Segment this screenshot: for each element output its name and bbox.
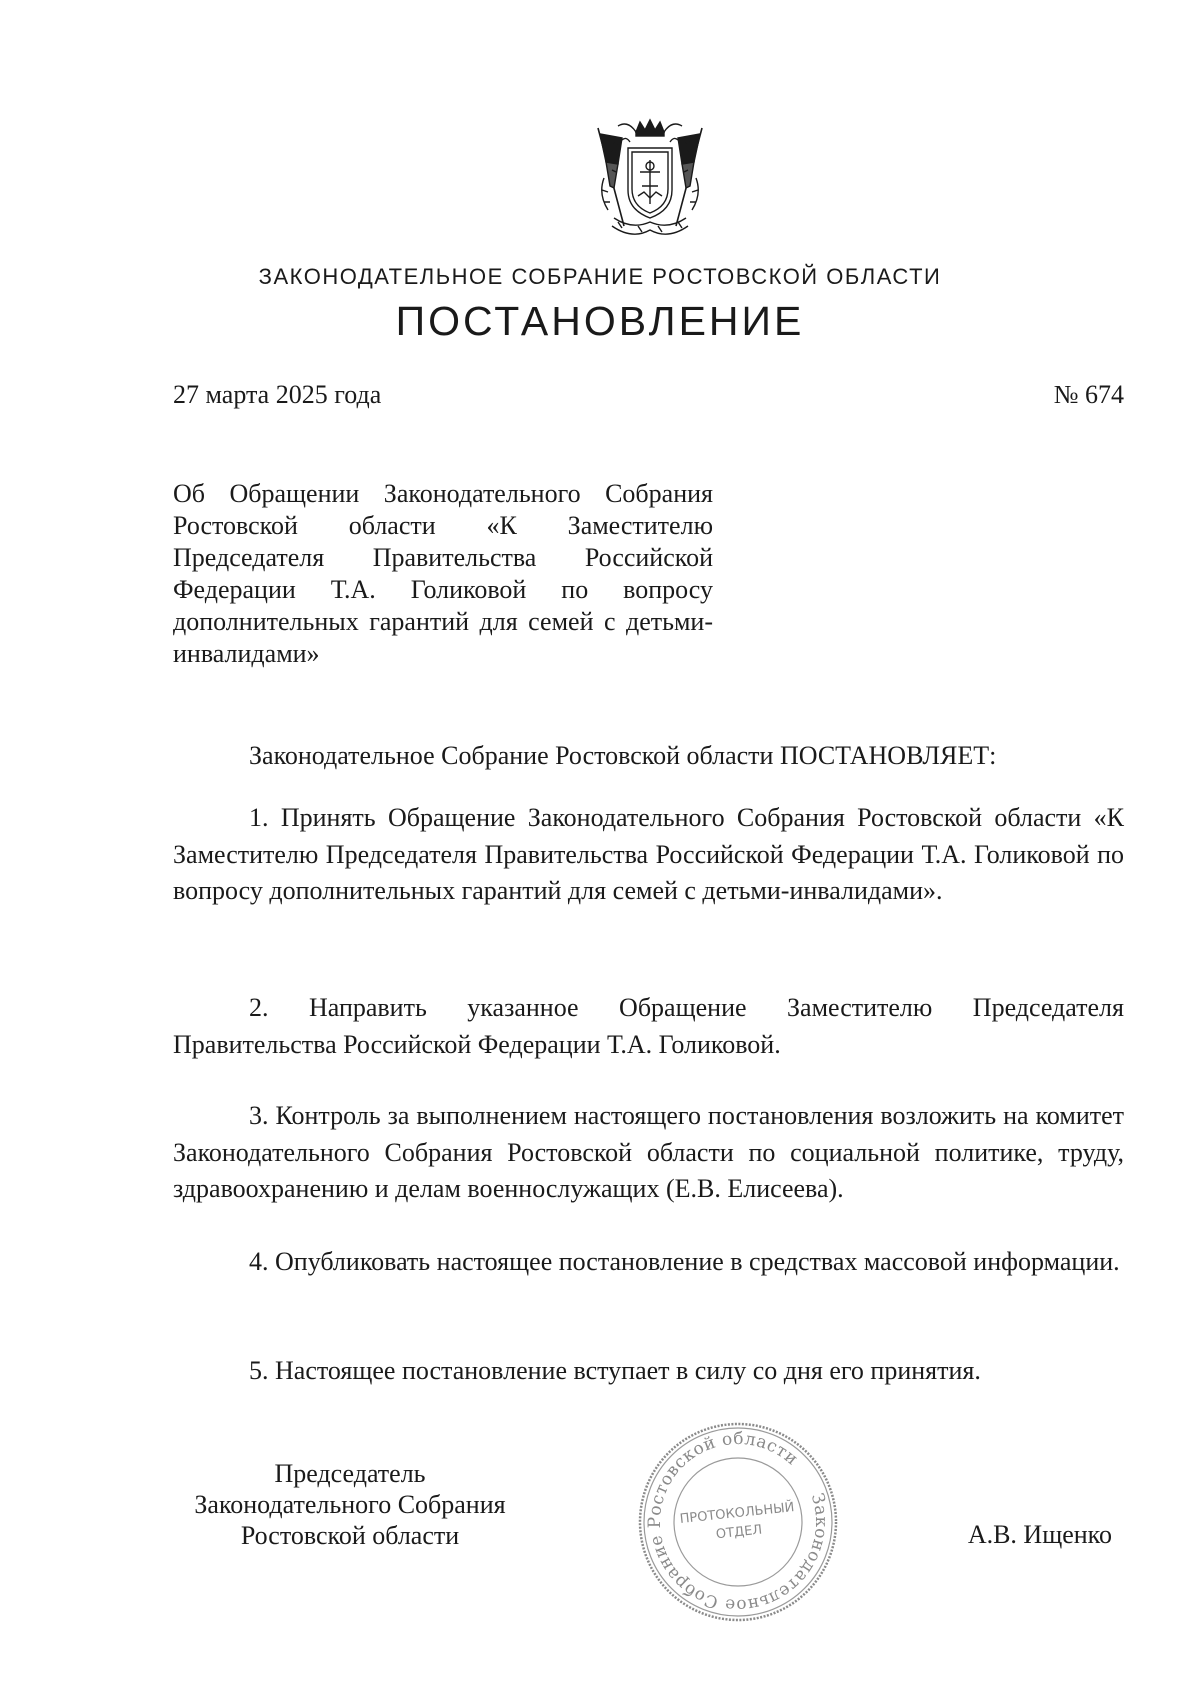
signer-title-line: Ростовской области — [240, 1521, 460, 1550]
signer-name: А.В. Ищенко — [967, 1520, 1112, 1549]
stamp-center-line: ОТДЕЛ — [715, 1522, 763, 1543]
resolution-item: 1. Принять Обращение Законодательного Собрания Ростовской области «К Заместителю Председателя Правительства Российской Федерации Т.А. Голиковой по вопросу дополнительных гарантий для семей с детьми-инвалидами». — [173, 803, 1124, 905]
resolution-item: 2. Направить указанное Обращение Заместителю Председателя Правительства Российской Федерации Т.А. Голиковой. — [173, 993, 1124, 1059]
signer-title — [173, 1458, 527, 1551]
signer-title-line: Законодательного Собрания — [194, 1490, 506, 1519]
document-subject: Об Обращении Законодательного Собрания Ростовской области «К Заместителю Председателя Правительства Российской Федерации Т.А. Голиковой по вопросу дополнительных гарантий для семей с детьми-инвалидами» — [173, 479, 713, 668]
resolution-preamble: Законодательное Собрание Ростовской области ПОСТАНОВЛЯЕТ: — [249, 741, 997, 770]
stamp-ring-text: Законодательное Собрание Ростовской области — [644, 1428, 832, 1616]
resolution-item: 3. Контроль за выполнением настоящего постановления возложить на комитет Законодательного Собрания Ростовской области по социальной политике, труду, здравоохранению и делам военнослужащих (Е.В. Елисеева). — [173, 1101, 1124, 1203]
resolution-item: 5. Настоящее постановление вступает в силу со дня его принятия. — [249, 1356, 981, 1385]
svg-text:Законодательное Собрание Росто — [636, 1420, 840, 1624]
coat-of-arms-icon — [588, 118, 712, 242]
official-stamp — [636, 1420, 840, 1624]
organization-name: ЗАКОНОДАТЕЛЬНОЕ СОБРАНИЕ РОСТОВСКОЙ ОБЛАСТИ — [258, 264, 942, 289]
signer-title-line: Председатель — [274, 1459, 426, 1488]
resolution-item: 4. Опубликовать настоящее постановление в средствах массовой информации. — [249, 1247, 1120, 1276]
document-number: № 674 — [1053, 380, 1124, 409]
stamp-center-line: ПРОТОКОЛЬНЫЙ — [679, 1500, 796, 1528]
document-type-heading: ПОСТАНОВЛЕНИЕ — [395, 298, 805, 344]
document-date: 27 марта 2025 года — [173, 380, 382, 409]
